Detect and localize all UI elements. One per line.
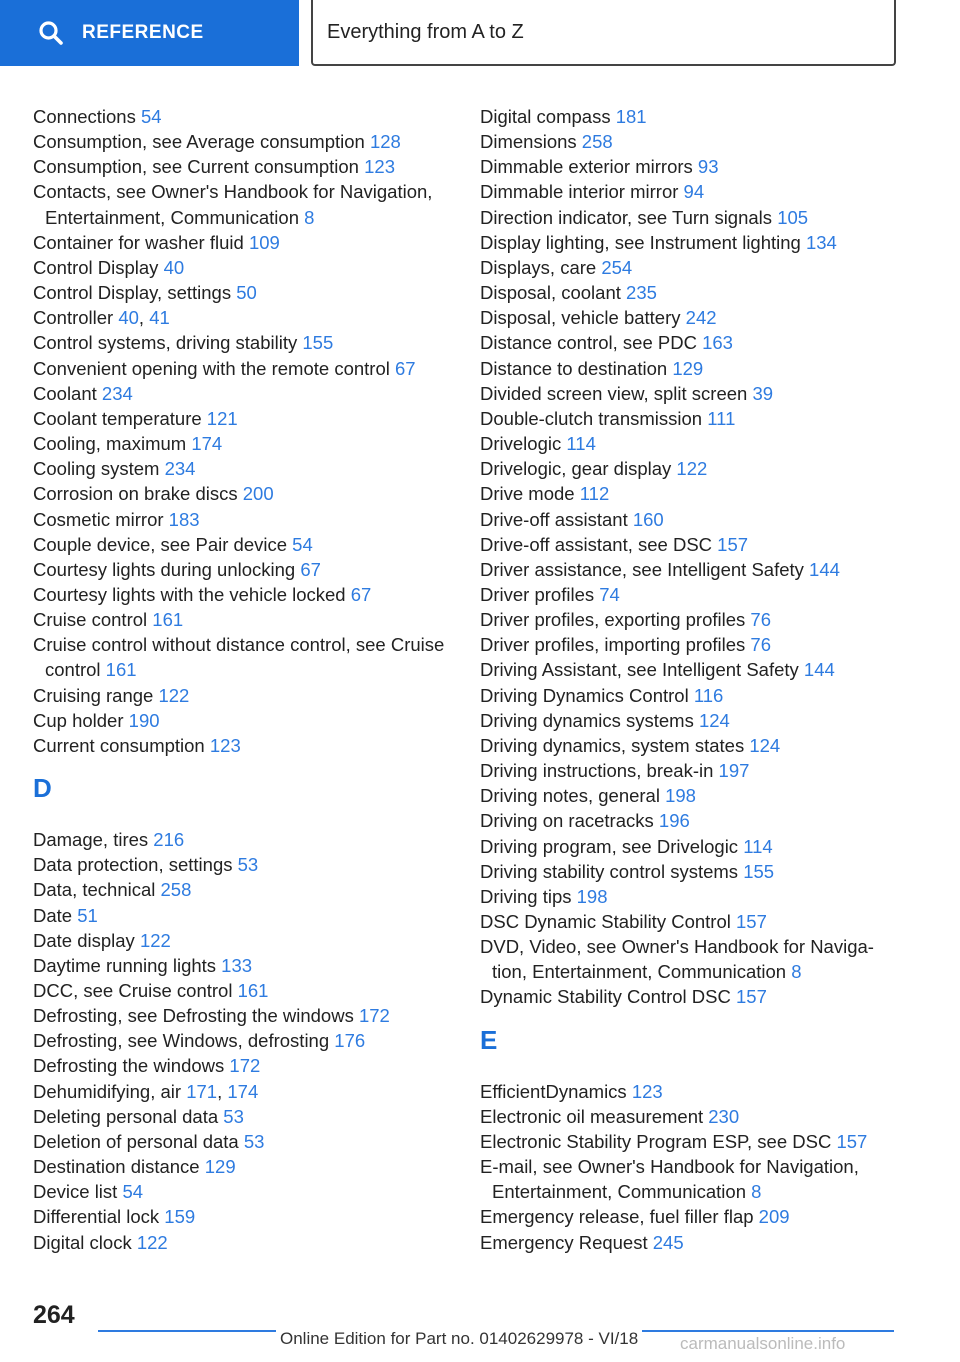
index-entry-term: Destination distance <box>33 1156 200 1178</box>
index-entry-term: EfficientDynamics <box>480 1080 627 1102</box>
index-entry-term: Distance control, see PDC <box>480 332 697 354</box>
index-column-left <box>33 104 473 1255</box>
page-ref-link[interactable]: 50 <box>236 282 257 304</box>
page-ref-link[interactable]: 128 <box>369 131 401 153</box>
reference-tab-label: REFERENCE <box>82 22 204 43</box>
index-entry-term: Data, technical <box>33 879 156 901</box>
index-entry-term: Driver profiles <box>480 583 595 605</box>
index-entry-term: Driving notes, general <box>480 785 660 807</box>
index-entry <box>33 557 473 582</box>
index-entry-term: DCC, see Cruise control <box>33 980 233 1001</box>
index-entry <box>480 230 900 255</box>
page-ref-link[interactable]: 40 <box>163 256 185 278</box>
section-title: Everything from A to Z <box>327 20 524 43</box>
page-ref-link[interactable]: 198 <box>576 885 608 907</box>
page-ref-link[interactable]: 39 <box>752 382 774 404</box>
index-entry: Controller 40, 41 <box>33 307 170 329</box>
index-entry-term: Drive-off assistant, see DSC <box>480 533 713 555</box>
page-ref-link[interactable]: 67 <box>300 558 321 580</box>
index-entry-term: Date display <box>33 929 135 951</box>
index-entry-term: Control Display <box>33 256 159 278</box>
page-ref-link[interactable]: 109 <box>248 231 280 253</box>
index-entry <box>33 406 473 431</box>
index-entry-term: Couple device, see Pair device <box>33 533 288 555</box>
index-entry <box>480 758 900 783</box>
index-entry-term: Device list <box>33 1181 118 1203</box>
page-ref-link[interactable]: 76 <box>750 634 771 656</box>
page-ref-link[interactable]: 8 <box>304 206 315 228</box>
reference-tab[interactable] <box>0 0 299 66</box>
page-ref-link[interactable]: 111 <box>707 407 736 429</box>
page-ref-link[interactable]: 93 <box>697 156 719 178</box>
index-entry-term: Cooling system <box>33 458 160 480</box>
page-ref-link[interactable]: 234 <box>164 458 196 480</box>
index-entry-term: Driving dynamics, system states <box>480 734 745 756</box>
index-entry <box>33 179 473 229</box>
page-ref-link[interactable]: 216 <box>153 829 185 851</box>
index-entry <box>33 1053 473 1078</box>
index-entry-term: Dimmable exterior mirrors <box>480 156 693 178</box>
index-entry-term: Double-clutch transmission <box>480 407 703 429</box>
page-ref-link[interactable]: 163 <box>702 332 733 354</box>
index-entry <box>480 507 900 532</box>
index-entry <box>480 179 900 204</box>
index-entry-term: Driving Dynamics Control <box>480 684 689 706</box>
index-entry-term: Coolant <box>33 382 97 404</box>
index-entry <box>480 129 900 154</box>
page-ref-link[interactable]: 112 <box>579 483 610 505</box>
page-ref-link[interactable]: 53 <box>243 1130 265 1152</box>
page-ref-link[interactable]: 74 <box>599 583 620 605</box>
page-ref-link[interactable]: 129 <box>672 357 704 379</box>
index-entry-term: Courtesy lights with the vehicle locked <box>33 583 346 605</box>
index-entry-term: Driving program, see Drivelogic <box>480 835 739 857</box>
index-entry <box>480 1154 900 1204</box>
page-ref-link[interactable]: 172 <box>229 1055 261 1077</box>
index-entry-term: Connections <box>33 106 136 127</box>
index-entry <box>480 657 900 682</box>
index-column-right <box>480 104 900 1255</box>
index-entry-term: Defrosting the windows <box>33 1055 225 1077</box>
page-ref-link[interactable]: 123 <box>364 156 395 178</box>
page-ref-link[interactable]: 40 <box>118 307 139 329</box>
section-title-tab <box>311 0 896 66</box>
index-entry-term: Control systems, driving stability <box>33 332 298 354</box>
index-entry <box>33 1003 473 1028</box>
page-ref-link[interactable]: 53 <box>223 1105 244 1127</box>
index-entry <box>33 230 473 255</box>
page-ref-link[interactable]: 144 <box>809 558 840 580</box>
index-entry <box>480 280 900 305</box>
index-entry <box>33 507 473 532</box>
index-entry <box>33 683 473 708</box>
index-entry-term: Display lighting, see Instrument lighting <box>480 231 801 253</box>
index-entry-term: Digital compass <box>480 106 611 127</box>
index-entry-term: Dynamic Stability Control DSC <box>480 986 731 1008</box>
page-ref-link[interactable]: 116 <box>693 684 724 706</box>
index-entry <box>33 255 473 280</box>
index-entry <box>480 1079 900 1104</box>
index-entry-term: Driver profiles, exporting profiles <box>480 609 746 631</box>
page-ref-link[interactable]: 209 <box>758 1206 790 1228</box>
index-entry-term: Disposal, vehicle battery <box>480 307 681 329</box>
index-letter-heading: D <box>33 773 52 804</box>
index-entry <box>33 582 473 607</box>
page-ref-link[interactable]: 121 <box>206 407 238 429</box>
index-entry <box>33 481 473 506</box>
index-entry <box>33 1230 473 1255</box>
page-ref-link[interactable]: 258 <box>581 131 613 153</box>
index-entry <box>480 557 900 582</box>
page-ref-link[interactable]: 198 <box>665 785 696 807</box>
index-entry <box>33 877 473 902</box>
index-entry <box>33 708 473 733</box>
index-entry-term: DVD, Video, see Owner's Handbook for Naviga-tion, Entertainment, Communication <box>480 936 874 983</box>
page-ref-link[interactable]: 161 <box>237 980 269 1001</box>
page-ref-link[interactable]: 144 <box>803 659 835 681</box>
index-entry-term: Coolant temperature <box>33 407 202 429</box>
index-entry <box>480 783 900 808</box>
index-entry-term: Emergency Request <box>480 1231 648 1253</box>
index-entry <box>33 978 473 1003</box>
index-entry-term: Distance to destination <box>480 357 668 379</box>
index-entry <box>33 154 473 179</box>
page-ref-link[interactable]: 174 <box>191 433 223 455</box>
index-entry <box>480 1129 900 1154</box>
index-entry <box>480 255 900 280</box>
index-entry-term: Electronic oil measurement <box>480 1105 704 1127</box>
index-entry-term: Deleting personal data <box>33 1105 219 1127</box>
index-entry-term: Damage, tires <box>33 829 149 851</box>
index-entry-term: Deletion of personal data <box>33 1130 239 1152</box>
index-entry <box>480 532 900 557</box>
index-entry-term: Driving tips <box>480 885 572 907</box>
index-entry <box>480 859 900 884</box>
index-entry-term: Cruise control <box>33 609 148 631</box>
page-ref-link[interactable]: 254 <box>601 256 633 278</box>
page-ref-link[interactable]: 133 <box>221 954 253 976</box>
page-ref-link[interactable]: 245 <box>652 1231 684 1253</box>
page-ref-link[interactable]: 197 <box>718 760 750 782</box>
index-entry-term: Driver assistance, see Intelligent Safety <box>480 558 804 580</box>
index-entry <box>33 381 473 406</box>
page-ref-link[interactable]: 161 <box>105 659 137 681</box>
index-entry-term: DSC Dynamic Stability Control <box>480 911 731 932</box>
page-ref-link[interactable]: 54 <box>292 533 313 555</box>
index-entry-term: Emergency release, fuel filler flap <box>480 1206 754 1228</box>
page-ref-link[interactable]: 67 <box>350 583 372 605</box>
index-entry-term: E-mail, see Owner's Handbook for Navigation, Entertainment, Communication <box>480 1156 859 1203</box>
index-entry-term: Driving on racetracks <box>480 810 654 832</box>
index-letter-heading: E <box>480 1024 498 1055</box>
index-entry <box>480 356 900 381</box>
index-entry-term: Driving stability control systems <box>480 860 739 882</box>
index-entry-term: Drivelogic <box>480 433 562 455</box>
index-entry-term: Daytime running lights <box>33 954 217 976</box>
index-entry <box>480 984 900 1009</box>
page-ref-link[interactable]: 155 <box>743 860 775 882</box>
index-entry <box>33 953 473 978</box>
page-ref-link[interactable]: 234 <box>101 382 133 404</box>
index-entry <box>33 733 473 758</box>
page-ref-link[interactable]: 159 <box>164 1206 196 1228</box>
index-entry <box>480 708 900 733</box>
page-ref-link[interactable]: 51 <box>77 904 98 926</box>
index-entry <box>480 431 900 456</box>
index-entry <box>33 852 473 877</box>
page-ref-link[interactable]: 230 <box>708 1105 740 1127</box>
page-ref-link[interactable]: 8 <box>751 1181 762 1203</box>
index-entry-term: Cruise control without distance control, see Cruise control <box>33 634 445 681</box>
index-entry-term: Dimmable interior mirror <box>480 181 679 203</box>
page-ref-link[interactable]: 176 <box>334 1030 366 1052</box>
index-entry-term: Cruising range <box>33 684 154 706</box>
index-entry <box>33 280 473 305</box>
page-ref-link[interactable]: 155 <box>302 332 334 354</box>
index-entry-term: Drive mode <box>480 483 575 505</box>
index-entry <box>480 607 900 632</box>
page-ref-link[interactable]: 200 <box>242 483 274 505</box>
watermark: carmanualsonline.info <box>680 1334 846 1353</box>
page-ref-link[interactable]: 122 <box>136 1231 168 1253</box>
index-entry-term: Contacts, see Owner's Handbook for Navigation, Entertainment, Communication <box>33 181 433 228</box>
page-ref-link[interactable]: 174 <box>227 1080 259 1102</box>
page-ref-link[interactable]: 114 <box>743 835 773 857</box>
index-entry <box>33 330 473 355</box>
index-entry <box>480 154 900 179</box>
page-ref-link[interactable]: 8 <box>791 961 802 983</box>
index-entry-term: Electronic Stability Program ESP, see DSC <box>480 1130 832 1152</box>
page-ref-link[interactable]: 122 <box>676 458 708 480</box>
index-entry-term: Driving Assistant, see Intelligent Safety <box>480 659 799 681</box>
index-entry-term: Consumption, see Average consumption <box>33 131 365 153</box>
index-entry <box>480 406 900 431</box>
index-entry <box>480 808 900 833</box>
page-ref-link[interactable]: 157 <box>836 1130 868 1152</box>
index-entry <box>33 928 473 953</box>
index-entry-term: Driving dynamics systems <box>480 709 694 731</box>
index-entry <box>33 632 473 682</box>
index-entry-term: Dimensions <box>480 131 577 153</box>
page-ref-link[interactable]: 183 <box>168 508 200 530</box>
page-ref-link[interactable]: 129 <box>204 1156 236 1178</box>
page-ref-link[interactable]: 160 <box>632 508 664 530</box>
index-entry <box>33 532 473 557</box>
edition-note: Online Edition for Part no. 01402629978 - VI/18 <box>276 1329 642 1349</box>
index-entry <box>480 834 900 859</box>
index-entry <box>480 683 900 708</box>
index-entry <box>480 884 900 909</box>
index-entry <box>480 330 900 355</box>
page-ref-link[interactable]: 124 <box>749 734 781 756</box>
index-entry-term: Control Display, settings <box>33 282 232 304</box>
index-entry <box>480 381 900 406</box>
page-ref-link[interactable]: 123 <box>209 734 241 756</box>
index-entry <box>33 827 473 852</box>
index-entry-term: Driving instructions, break-in <box>480 760 714 782</box>
index-entry-term: Cooling, maximum <box>33 433 187 455</box>
index-entry <box>33 607 473 632</box>
index-entry-term: Date <box>33 904 73 926</box>
page-ref-link[interactable]: 157 <box>736 986 767 1008</box>
index-entry-term: Data protection, settings <box>33 854 233 876</box>
index-entry-term: Direction indicator, see Turn signals <box>480 206 773 228</box>
page-ref-link[interactable]: 258 <box>160 879 192 901</box>
page-ref-link[interactable]: 161 <box>152 609 184 631</box>
page-ref-link[interactable]: 54 <box>122 1181 144 1203</box>
page-ref-link[interactable]: 123 <box>631 1080 663 1102</box>
index-entry <box>33 1028 473 1053</box>
page-ref-link[interactable]: 172 <box>358 1005 390 1027</box>
index-entry: Dehumidifying, air 171, 174 <box>33 1080 259 1102</box>
index-entry <box>480 934 900 984</box>
index-entry <box>33 356 473 381</box>
page-ref-link[interactable]: 157 <box>717 533 749 555</box>
index-entry-term: Corrosion on brake discs <box>33 483 238 505</box>
page-ref-link[interactable]: 157 <box>736 911 767 932</box>
page-ref-link[interactable]: 122 <box>158 684 190 706</box>
index-entry <box>33 1104 473 1129</box>
index-entry-term: Convenient opening with the remote control <box>33 357 390 379</box>
page-ref-link[interactable]: 122 <box>139 929 171 951</box>
index-entry-term: Driver profiles, importing profiles <box>480 634 746 656</box>
page-ref-link[interactable]: 67 <box>395 357 416 379</box>
page-ref-link[interactable]: 196 <box>658 810 690 832</box>
index-entry-term: Dehumidifying, air <box>33 1080 182 1102</box>
page-ref-link[interactable]: 171 <box>186 1080 218 1102</box>
index-entry <box>33 1204 473 1229</box>
index-entry <box>33 129 473 154</box>
index-entry <box>480 205 900 230</box>
index-entry <box>33 431 473 456</box>
index-entry-term: Container for washer fluid <box>33 231 244 253</box>
index-entry-term: Courtesy lights during unlocking <box>33 558 296 580</box>
index-entry <box>480 582 900 607</box>
index-entry <box>33 1129 473 1154</box>
page-ref-link[interactable]: 114 <box>566 433 596 455</box>
index-entry <box>480 632 900 657</box>
index-entry-term: Defrosting, see Defrosting the windows <box>33 1005 354 1027</box>
index-entry <box>480 1204 900 1229</box>
index-entry <box>33 1154 473 1179</box>
index-entry-term: Displays, care <box>480 256 597 278</box>
page-ref-link[interactable]: 181 <box>615 106 647 127</box>
index-entry-term: Current consumption <box>33 734 205 756</box>
index-entry <box>480 1104 900 1129</box>
page-ref-link[interactable]: 124 <box>698 709 730 731</box>
index-entry-term: Divided screen view, split screen <box>480 382 748 404</box>
index-entry <box>33 104 473 129</box>
page-ref-link[interactable]: 76 <box>750 609 771 631</box>
page-ref-link[interactable]: 242 <box>685 307 717 329</box>
index-entry <box>480 481 900 506</box>
page-ref-link[interactable]: 53 <box>237 854 259 876</box>
index-entry-term: Drive-off assistant <box>480 508 628 530</box>
index-entry <box>33 903 473 928</box>
index-entry <box>33 1179 473 1204</box>
index-entry <box>480 909 900 934</box>
index-entry <box>480 733 900 758</box>
index-entry-term: Disposal, coolant <box>480 282 621 304</box>
index-entry-term: Cup holder <box>33 709 124 731</box>
page-ref-link[interactable]: 105 <box>777 206 809 228</box>
index-entry-term: Drivelogic, gear display <box>480 458 672 480</box>
index-entry <box>480 456 900 481</box>
page-ref-link[interactable]: 41 <box>149 307 170 329</box>
page-ref-link[interactable]: 190 <box>128 709 160 731</box>
index-entry-term: Digital clock <box>33 1231 132 1253</box>
page-ref-link[interactable]: 235 <box>626 282 657 304</box>
index-entry <box>33 456 473 481</box>
index-entry-term: Cosmetic mirror <box>33 508 164 530</box>
index-entry <box>480 104 900 129</box>
index-entry-term: Controller <box>33 307 114 329</box>
index-entry <box>480 305 900 330</box>
index-entry <box>480 1230 900 1255</box>
page-ref-link[interactable]: 54 <box>140 106 162 127</box>
page-number: 264 <box>33 1301 75 1329</box>
index-entry-term: Consumption, see Current consumption <box>33 156 359 178</box>
index-entry-term: Defrosting, see Windows, defrosting <box>33 1030 330 1052</box>
index-entry-term: Differential lock <box>33 1206 160 1228</box>
page-ref-link[interactable]: 94 <box>683 181 705 203</box>
search-icon <box>38 20 64 46</box>
page-ref-link[interactable]: 134 <box>805 231 837 253</box>
